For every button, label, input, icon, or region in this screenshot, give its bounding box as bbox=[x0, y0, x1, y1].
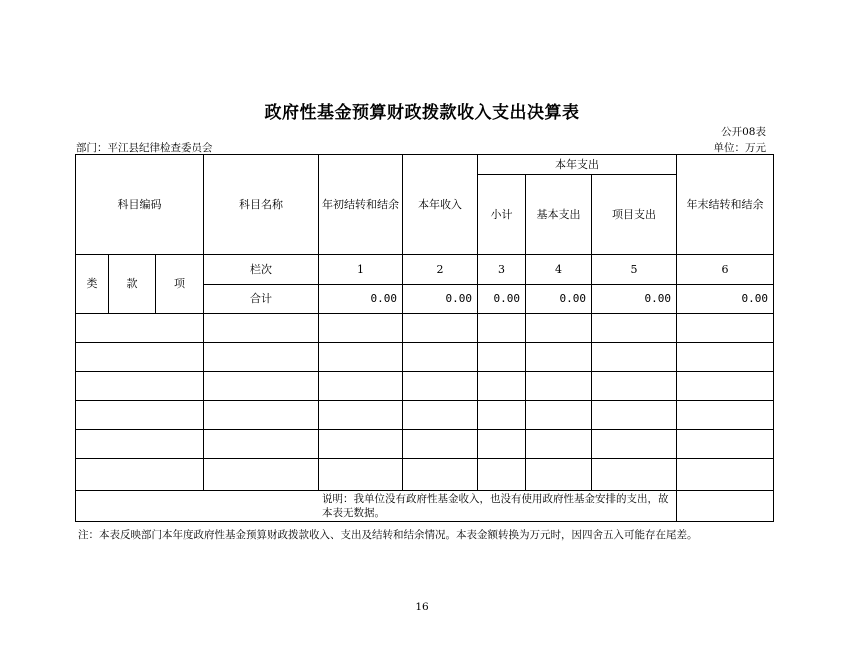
total-project-expense: 0.00 bbox=[644, 292, 671, 305]
header-category: 类 bbox=[86, 277, 98, 290]
column-number: 1 bbox=[357, 262, 364, 276]
row-line bbox=[75, 429, 774, 430]
header-subject-name: 科目名称 bbox=[239, 197, 283, 211]
row-line bbox=[75, 400, 774, 401]
total-current-income: 0.00 bbox=[445, 292, 472, 305]
department-label: 部门：平江县纪律检查委员会 bbox=[76, 142, 213, 154]
header-section: 款 bbox=[126, 277, 138, 290]
header-current-income: 本年收入 bbox=[418, 197, 462, 211]
column-index-label: 栏次 bbox=[250, 262, 272, 276]
column-number: 3 bbox=[498, 262, 505, 276]
column-number: 4 bbox=[555, 262, 562, 276]
page-title: 政府性基金预算财政拨款收入支出决算表 bbox=[264, 103, 580, 123]
header-subject-code: 科目编码 bbox=[117, 197, 162, 211]
table-border-right bbox=[773, 154, 774, 522]
header-subtotal: 小计 bbox=[490, 207, 513, 221]
header-item: 项 bbox=[174, 277, 185, 290]
header-current-expense: 本年支出 bbox=[555, 157, 599, 171]
header-basic-expense: 基本支出 bbox=[536, 207, 581, 221]
total-row-label: 合计 bbox=[250, 292, 272, 305]
page-number: 16 bbox=[415, 601, 429, 613]
total-end-balance: 0.00 bbox=[741, 292, 768, 305]
row-line bbox=[75, 313, 774, 314]
total-basic-expense: 0.00 bbox=[559, 292, 586, 305]
column-number: 6 bbox=[721, 262, 729, 276]
table-border-bottom bbox=[75, 521, 774, 522]
footnote: 注：本表反映部门本年度政府性基金预算财政拨款收入、支出及结转和结余情况。本表金额转换为万元时，因四舍五入可能存在尾差。 bbox=[78, 529, 698, 541]
table-remark: 说明：我单位没有政府性基金收入，也没有使用政府性基金安排的支出，故本表无数据。 bbox=[322, 493, 669, 519]
col-line bbox=[318, 154, 319, 490]
column-number: 2 bbox=[436, 262, 444, 276]
row-line bbox=[75, 371, 774, 372]
header-end-balance: 年末结转和结余 bbox=[686, 197, 764, 211]
column-number: 5 bbox=[630, 262, 638, 276]
form-code: 公开08表 bbox=[721, 126, 766, 138]
unit-label: 单位：万元 bbox=[713, 142, 766, 154]
row-line bbox=[75, 458, 774, 459]
total-subtotal: 0.00 bbox=[493, 292, 520, 305]
header-project-expense: 项目支出 bbox=[612, 207, 656, 221]
row-line bbox=[75, 342, 774, 343]
row-line bbox=[75, 490, 774, 491]
total-begin-balance: 0.00 bbox=[370, 292, 397, 305]
header-begin-balance: 年初结转和结余 bbox=[322, 197, 399, 211]
